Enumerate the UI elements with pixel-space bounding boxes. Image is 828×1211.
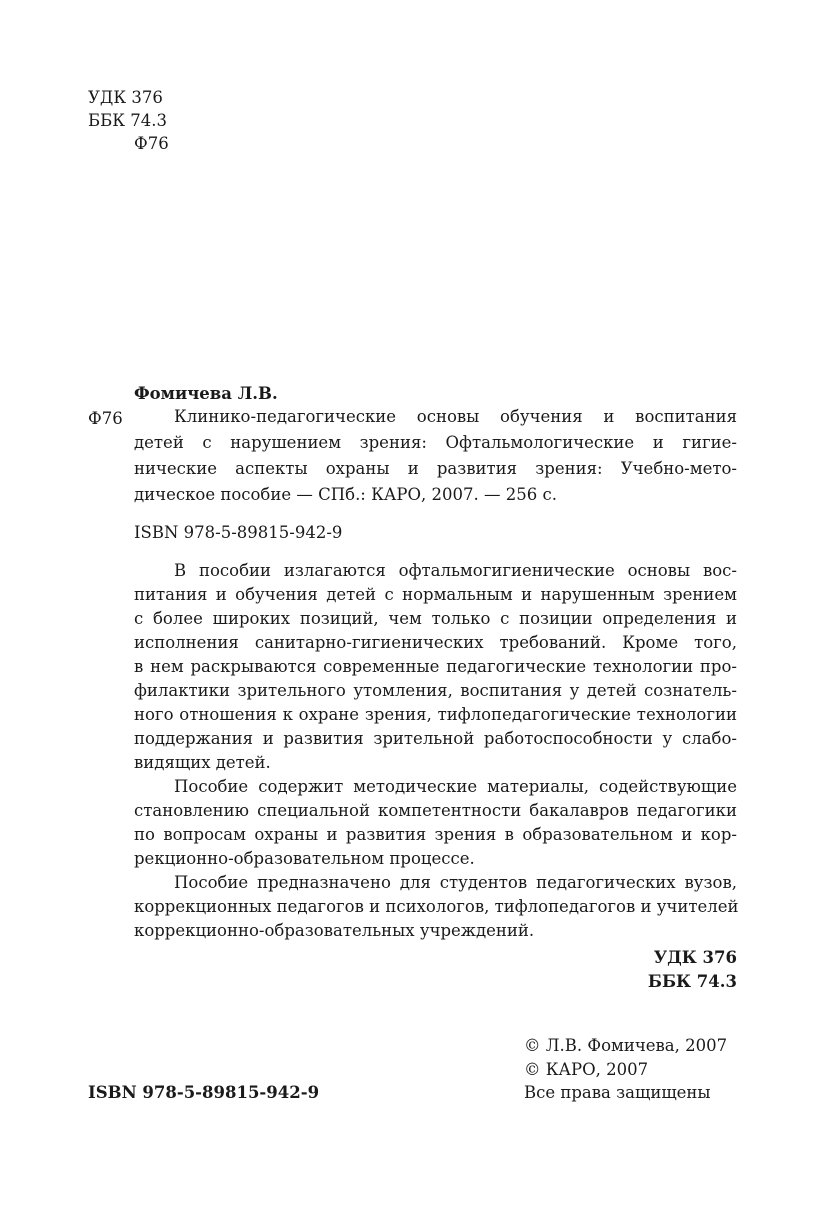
copyright-publisher: © КАРО, 2007 bbox=[524, 1060, 649, 1079]
abstract-line: видящих детей. bbox=[134, 753, 271, 772]
card-isbn: ISBN 978-5-89815-942-9 bbox=[134, 523, 343, 542]
author-mark-top: Ф76 bbox=[134, 134, 169, 153]
abstract-line: филактики зрительного утомления, воспитания у детей сознатель- bbox=[134, 681, 737, 700]
card-title-line: Клинико-педагогические основы обучения и воспитания bbox=[174, 407, 737, 426]
bbk-code-top: ББК 74.3 bbox=[88, 111, 168, 130]
abstract-line: поддержания и развития зрительной работоспособности у слабо- bbox=[134, 729, 737, 748]
abstract-line: в нем раскрываются современные педагогические технологии про- bbox=[134, 657, 737, 676]
card-author: Фомичева Л.В. bbox=[134, 384, 278, 403]
abstract-line: питания и обучения детей с нормальным и нарушенным зрением bbox=[134, 585, 737, 604]
abstract-line: В пособии излагаются офтальмогигиенические основы вос- bbox=[174, 561, 737, 580]
abstract-line: ного отношения к охране зрения, тифлопедагогические технологии bbox=[134, 705, 737, 724]
abstract-line: рекционно-образовательном процессе. bbox=[134, 849, 475, 868]
card-author-mark: Ф76 bbox=[88, 409, 123, 428]
card-title-line: нические аспекты охраны и развития зрения: Учебно-мето- bbox=[134, 459, 737, 478]
card-title-line: дическое пособие — СПб.: КАРО, 2007. — 256 с. bbox=[134, 485, 557, 504]
abstract-line: исполнения санитарно-гигиенических требований. Кроме того, bbox=[134, 633, 737, 652]
abstract-line: по вопросам охраны и развития зрения в образовательном и кор- bbox=[134, 825, 737, 844]
abstract-line: коррекционных педагогов и психологов, тифлопедагогов и учителей bbox=[134, 897, 739, 916]
udk-code-bottom: УДК 376 bbox=[653, 948, 737, 967]
abstract-line: коррекционно-образовательных учреждений. bbox=[134, 921, 535, 940]
rights-reserved: Все права защищены bbox=[524, 1083, 711, 1102]
udk-code-top: УДК 376 bbox=[88, 88, 163, 107]
bbk-code-bottom: ББК 74.3 bbox=[647, 972, 737, 991]
abstract-line: с более широких позиций, чем только с позиции определения и bbox=[134, 609, 737, 628]
card-title-line: детей с нарушением зрения: Офтальмологические и гигие- bbox=[134, 433, 737, 452]
copyright-author: © Л.В. Фомичева, 2007 bbox=[524, 1036, 728, 1055]
abstract-line: Пособие предназначено для студентов педагогических вузов, bbox=[174, 873, 737, 892]
abstract-line: становлению специальной компетентности бакалавров педагогики bbox=[134, 801, 737, 820]
abstract-line: Пособие содержит методические материалы, содействующие bbox=[174, 777, 737, 796]
isbn-bold: ISBN 978-5-89815-942-9 bbox=[88, 1083, 320, 1102]
